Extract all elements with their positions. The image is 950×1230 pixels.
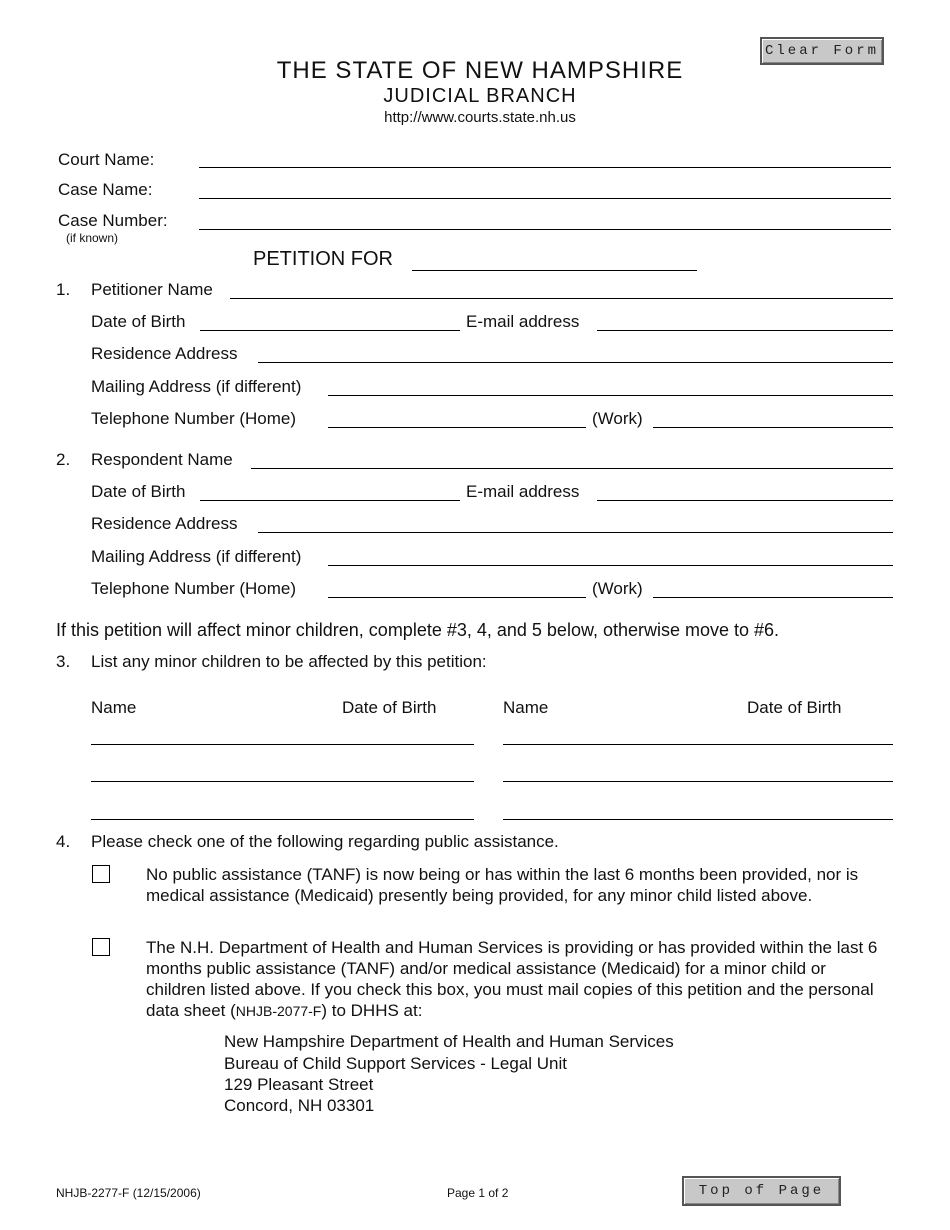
petitioner-name-field[interactable] [230,298,893,299]
petitioner-phone-home-field[interactable] [328,427,586,428]
dhhs-address-line-1: New Hampshire Department of Health and Human Services [224,1032,674,1051]
no-assistance-checkbox[interactable] [92,865,110,883]
child-row-3-right[interactable] [503,819,893,820]
petitioner-dob-field[interactable] [200,330,460,331]
form-id: NHJB-2277-F (12/15/2006) [56,1186,201,1200]
petitioner-mailing-label: Mailing Address (if different) [91,377,302,396]
respondent-dob-label: Date of Birth [91,482,186,501]
children-name-header-right: Name [503,698,549,717]
petitioner-residence-label: Residence Address [91,344,238,363]
petitioner-phone-home-label: Telephone Number (Home) [91,409,297,428]
branch-title: JUDICIAL BRANCH [383,85,577,107]
respondent-phone-home-field[interactable] [328,597,586,598]
dhhs-assistance-main: The N.H. Department of Health and Human Services is providing or has provided within the last 6 months public assistance (TANF) and/or medical assistance (Medicaid) for a minor child or children listed above. If you check this box, you must mail copies of this petition and the personal data sheet ( [146,938,878,1020]
dhhs-address-line-4: Concord, NH 03301 [224,1096,375,1115]
respondent-residence-field[interactable] [258,532,893,533]
petitioner-phone-work-label: (Work) [592,409,643,428]
respondent-name-label: Respondent Name [91,450,233,469]
personal-data-sheet-form-id: NHJB-2077-F [235,1003,322,1019]
respondent-mailing-field[interactable] [328,565,893,566]
section-3-number: 3. [56,652,71,671]
section-1-number: 1. [56,280,71,299]
section-2-number: 2. [56,450,71,469]
section-3-text: List any minor children to be affected by this petition: [91,652,487,671]
respondent-dob-field[interactable] [200,500,460,501]
petitioner-mailing-field[interactable] [328,395,893,396]
dhhs-address-line-3: 129 Pleasant Street [224,1075,374,1094]
respondent-email-field[interactable] [597,500,893,501]
petitioner-email-label: E-mail address [466,312,580,331]
dhhs-assistance-end: ) to DHHS at: [321,1001,423,1020]
petitioner-dob-label: Date of Birth [91,312,186,331]
respondent-phone-work-label: (Work) [592,579,643,598]
case-name-field[interactable] [199,198,891,199]
case-name-label: Case Name: [58,180,153,199]
children-dob-header-left: Date of Birth [342,698,437,717]
petitioner-email-field[interactable] [597,330,893,331]
respondent-mailing-label: Mailing Address (if different) [91,547,302,566]
clear-form-button[interactable]: Clear Form [760,37,884,65]
children-dob-header-right: Date of Birth [747,698,842,717]
respondent-residence-label: Residence Address [91,514,238,533]
state-title: THE STATE OF NEW HAMPSHIRE [276,57,684,84]
child-row-3-left[interactable] [91,819,474,820]
petitioner-residence-field[interactable] [258,362,893,363]
dhhs-assistance-checkbox[interactable] [92,938,110,956]
section-4-number: 4. [56,832,71,851]
petitioner-phone-work-field[interactable] [653,427,893,428]
dhhs-assistance-text [146,937,886,1022]
child-row-1-left[interactable] [91,744,474,745]
respondent-email-label: E-mail address [466,482,580,501]
if-known-note: (if known) [66,231,119,245]
respondent-phone-home-label: Telephone Number (Home) [91,579,297,598]
petition-for-label: PETITION FOR [253,248,393,270]
child-row-1-right[interactable] [503,744,893,745]
petition-for-field[interactable] [412,270,697,271]
respondent-phone-work-field[interactable] [653,597,893,598]
petitioner-name-label: Petitioner Name [91,280,213,299]
no-assistance-text: No public assistance (TANF) is now being or has within the last 6 months been provided, nor is medical assistance (Medicaid) presently being provided, for any minor child listed above. [146,865,859,905]
child-row-2-right[interactable] [503,781,893,782]
dhhs-address-line-2: Bureau of Child Support Services - Legal Unit [224,1054,568,1073]
page-number: Page 1 of 2 [447,1186,509,1200]
court-name-label: Court Name: [58,150,155,169]
top-of-page-button[interactable]: Top of Page [682,1176,841,1206]
respondent-name-field[interactable] [251,468,893,469]
courts-url[interactable]: http://www.courts.state.nh.us [384,109,576,126]
case-number-label: Case Number: [58,211,168,230]
court-name-field[interactable] [199,167,891,168]
case-number-field[interactable] [199,229,891,230]
minor-children-instruction: If this petition will affect minor children, complete #3, 4, and 5 below, otherwise move to #6. [56,620,780,640]
children-name-header-left: Name [91,698,137,717]
child-row-2-left[interactable] [91,781,474,782]
section-4-text: Please check one of the following regarding public assistance. [91,832,559,851]
